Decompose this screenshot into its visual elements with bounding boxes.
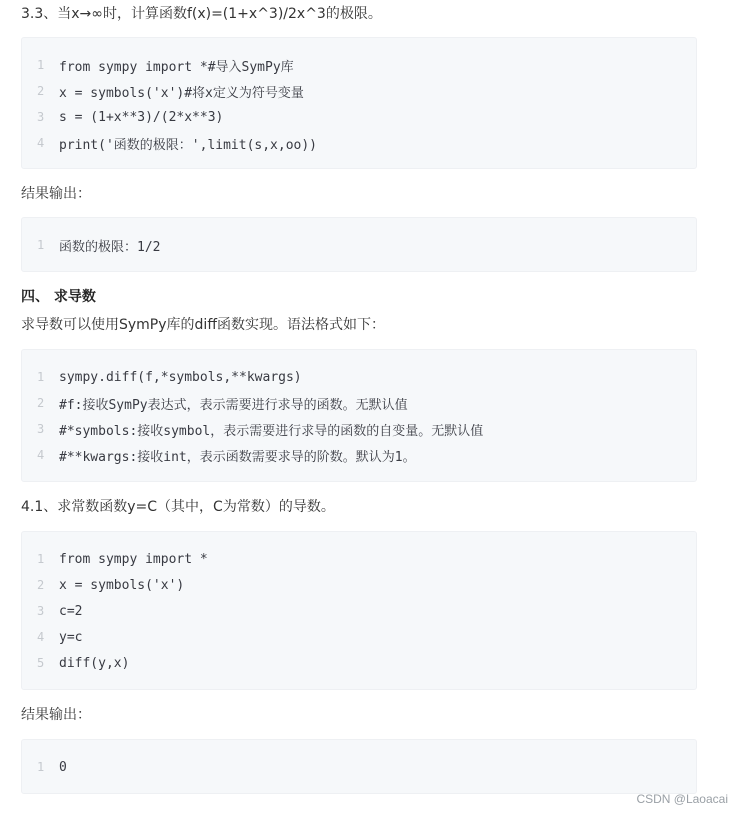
section-3-3-title: 3.3、当x→∞时，计算函数f(x)=(1+x^3)/2x^3的极限。: [21, 6, 382, 22]
section-4-heading: 四、 求导数: [21, 289, 96, 305]
code-text: from sympy import *: [59, 551, 208, 567]
section-4-1-title: 4.1、求常数函数y=C（其中，C为常数）的导数。: [21, 499, 335, 515]
code-line: [22, 598, 696, 624]
code-line: [22, 624, 696, 650]
code-line: [22, 130, 696, 156]
line-number: 1: [37, 370, 45, 384]
code-text: #*symbols:接收symbol，表示需要进行求导的函数的自变量。无默认值: [59, 423, 484, 439]
code-text: print('函数的极限：',limit(s,x,oo)): [59, 137, 318, 153]
code-line: [22, 104, 696, 130]
line-number: 3: [37, 604, 45, 618]
code-text: y=c: [59, 629, 83, 645]
code-line: [22, 232, 696, 258]
code-text: s = (1+x**3)/(2*x**3): [59, 109, 224, 125]
code-line: [22, 78, 696, 104]
code-line: [22, 546, 696, 572]
line-number: 1: [37, 552, 45, 566]
line-number: 3: [37, 422, 45, 436]
line-number: 2: [37, 396, 45, 410]
code-text: x = symbols('x'): [59, 577, 185, 593]
code-block-constant-derivative[interactable]: [21, 531, 697, 690]
csdn-watermark: CSDN @Laoacai: [636, 792, 728, 806]
code-block-diff-syntax[interactable]: [21, 349, 697, 482]
code-text: diff(y,x): [59, 655, 130, 671]
code-text: x = symbols('x')#将x定义为符号变量: [59, 85, 304, 101]
code-text: c=2: [59, 603, 83, 619]
line-number: 2: [37, 84, 45, 98]
code-line: [22, 572, 696, 598]
code-block-derivative-output[interactable]: [21, 739, 697, 794]
code-line: [22, 442, 696, 468]
code-text: #**kwargs:接收int，表示函数需要求导的阶数。默认为1。: [59, 449, 416, 465]
code-line: [22, 52, 696, 78]
result-output-label: 结果输出：: [21, 186, 91, 202]
line-number: 1: [37, 238, 45, 252]
code-line: [22, 364, 696, 390]
code-text: 0: [59, 759, 67, 775]
code-block-limit[interactable]: [21, 37, 697, 169]
code-line: [22, 754, 696, 780]
line-number: 4: [37, 448, 45, 462]
line-number: 1: [37, 760, 45, 774]
section-4-description: 求导数可以使用SymPy库的diff函数实现。语法格式如下：: [21, 317, 385, 333]
code-line: [22, 416, 696, 442]
line-number: 1: [37, 58, 45, 72]
code-text: sympy.diff(f,*symbols,**kwargs): [59, 369, 302, 385]
code-line: [22, 650, 696, 676]
result-output-label-2: 结果输出：: [21, 707, 91, 723]
code-text: 函数的极限：1/2: [59, 239, 161, 255]
line-number: 4: [37, 630, 45, 644]
code-block-limit-output[interactable]: [21, 217, 697, 272]
line-number: 5: [37, 656, 45, 670]
code-line: [22, 390, 696, 416]
line-number: 4: [37, 136, 45, 150]
line-number: 3: [37, 110, 45, 124]
code-text: #f:接收SymPy表达式，表示需要进行求导的函数。无默认值: [59, 397, 408, 413]
code-text: from sympy import *#导入SymPy库: [59, 59, 294, 75]
line-number: 2: [37, 578, 45, 592]
